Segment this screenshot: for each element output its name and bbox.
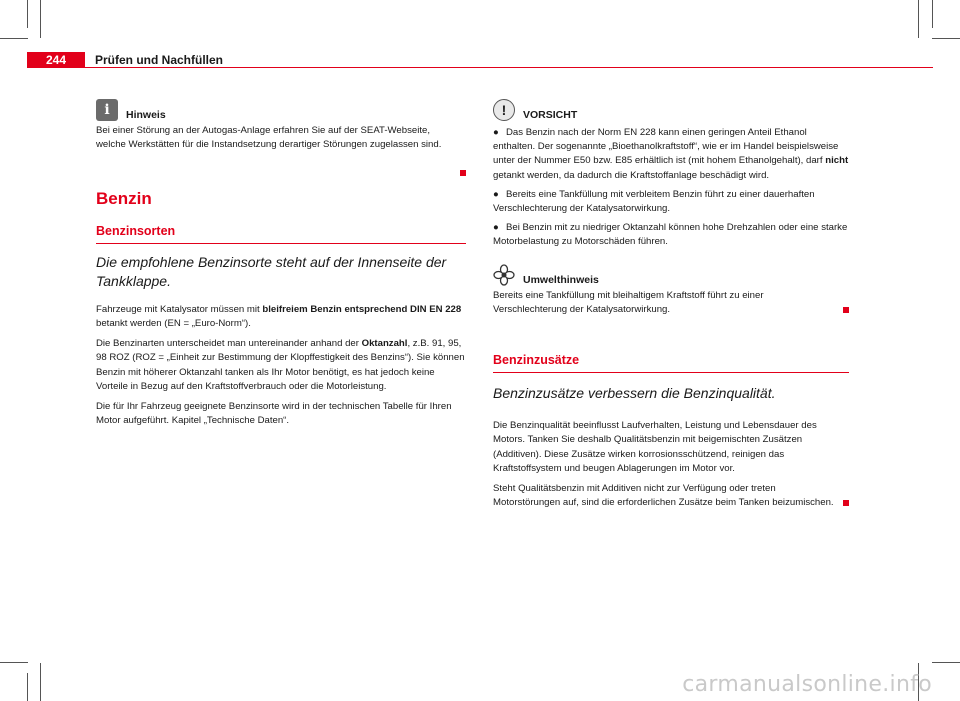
- bullet-dot-icon: ●: [493, 222, 499, 234]
- bullet-dot-icon: ●: [493, 188, 499, 200]
- crop-mark: [0, 38, 28, 39]
- crop-mark: [932, 38, 960, 39]
- vorsicht-title: VORSICHT: [523, 108, 578, 121]
- crop-mark: [932, 0, 933, 28]
- end-marker-icon: [460, 170, 466, 176]
- watermark: carmanualsonline.info: [682, 672, 932, 697]
- umwelt-title: Umwelthinweis: [523, 273, 599, 286]
- left-column: [96, 98, 466, 434]
- crop-mark: [40, 663, 41, 701]
- paragraph-octane: [96, 337, 466, 394]
- hinweis-text: Bei einer Störung an der Autogas-Anlage erfahren Sie auf der SEAT-Webseite, welche Werkstätten für die Instandsetzung derartiger Störungen zugelassen sind.: [96, 125, 442, 151]
- info-note-icon: i: [96, 99, 118, 121]
- paragraph-bold: bleifreiem Benzin entsprechend DIN EN 228: [262, 303, 462, 315]
- paragraph-bold: Oktanzahl: [361, 338, 408, 350]
- umwelt-box: [493, 289, 849, 317]
- hinweis-box: [96, 124, 466, 152]
- paragraph-text: Fahrzeuge mit Katalysator müssen mit: [96, 303, 263, 315]
- paragraph-text: betankt werden (EN = „Euro-Norm“).: [96, 318, 251, 330]
- exclamation-icon: !: [493, 99, 515, 121]
- vorsicht-list: [493, 126, 849, 250]
- running-header-title: Prüfen und Nachfüllen: [95, 53, 224, 67]
- hinweis-heading: [96, 98, 466, 122]
- vorsicht-heading: [493, 98, 849, 122]
- umwelt-text: Bereits eine Tankfüllung mit bleihaltigem Kraftstoff führt zu einer Verschlechterung der Katalysatorwirkung.: [493, 289, 764, 315]
- bullet-dot-icon: ●: [493, 127, 499, 138]
- paragraph-additives: Steht Qualitätsbenzin mit Additiven nicht zur Verfügung oder treten Motorstörungen auf, sind die erforderlichen Zusätze beim Tanken beizumischen.: [493, 483, 834, 509]
- right-column: [493, 98, 849, 516]
- list-item-text: Das Benzin nach der Norm EN 228 kann einen geringen Anteil Ethanol enthalten. Der sogenannte „Bioethanolkraftstoff“, wie er im Handel beispielsweise unter der Nummer E50 bzw. E85 erhältlich ist (mit hohem Ethanolgehalt), darf: [493, 127, 839, 167]
- crop-mark: [0, 662, 28, 663]
- list-item: [493, 221, 849, 249]
- crop-mark: [918, 0, 919, 38]
- section-title-benzin: Benzin: [96, 189, 152, 209]
- umwelt-heading: [493, 263, 849, 287]
- intro-text: Benzinzusätze verbessern die Benzinqualität.: [493, 385, 776, 402]
- list-item: [493, 126, 849, 183]
- list-item-bold: nicht: [825, 155, 849, 167]
- paragraph-technical-data: Die für Ihr Fahrzeug geeignete Benzinsorte wird in der technischen Tabelle für Ihren Motor aufgeführt. Kapitel „Technische Daten“.: [96, 401, 452, 427]
- subsection-title-benzinzusaetze: Benzinzusätze: [493, 353, 580, 368]
- list-item-text: Bereits eine Tankfüllung mit verbleitem Benzin führt zu einer dauerhaften Verschlechterung der Katalysatorwirkung.: [493, 188, 815, 215]
- paragraph-additives-box: [493, 482, 849, 510]
- flower-icon: [493, 264, 515, 286]
- paragraph-quality: Die Benzinqualität beeinflusst Laufverhalten, Leistung und Lebensdauer des Motors. Tanken Sie deshalb Qualitätsbenzin mit beigemischten Zusätzen (Additiven). Diese Zusätze wirken korrosionsschützend, reinigen das Kraftstoffsystem und beugen Ablagerungen im Motor vor.: [493, 420, 817, 474]
- crop-mark: [40, 0, 41, 38]
- end-marker-icon: [843, 500, 849, 506]
- header-rule: [27, 67, 933, 68]
- hinweis-title: Hinweis: [126, 108, 166, 121]
- page-number: 244: [27, 52, 85, 68]
- list-item: [493, 188, 849, 216]
- list-item-text: getankt werden, da dadurch die Kraftstoffanlage beschädigt wird.: [493, 169, 770, 181]
- crop-mark: [27, 673, 28, 701]
- subsection-title-benzinsorten: Benzinsorten: [96, 223, 176, 238]
- paragraph-catalyst: [96, 303, 466, 331]
- paragraph-text: , z.B. 91, 95, 98 ROZ (ROZ = „Einheit zur Bestimmung der Klopffestigkeit des Benzins“). Sie können Benzin mit höherer Oktanzahl tanken als Ihr Motor benötigt, es hat jedoch keine Vorteile in Bezug auf den Kraftstoffverbrauch oder die Motorleistung.: [96, 338, 465, 392]
- end-marker-icon: [843, 307, 849, 313]
- paragraph-text: Die Benzinarten unterscheidet man untereinander anhand der: [96, 338, 362, 350]
- crop-mark: [932, 662, 960, 663]
- intro-text: Die empfohlene Benzinsorte steht auf der Innenseite der Tankklappe.: [96, 253, 447, 289]
- list-item-text: Bei Benzin mit zu niedriger Oktanzahl können hohe Drehzahlen oder eine starke Motorbelastung zu Motorschäden führen.: [493, 222, 848, 248]
- crop-mark: [27, 0, 28, 28]
